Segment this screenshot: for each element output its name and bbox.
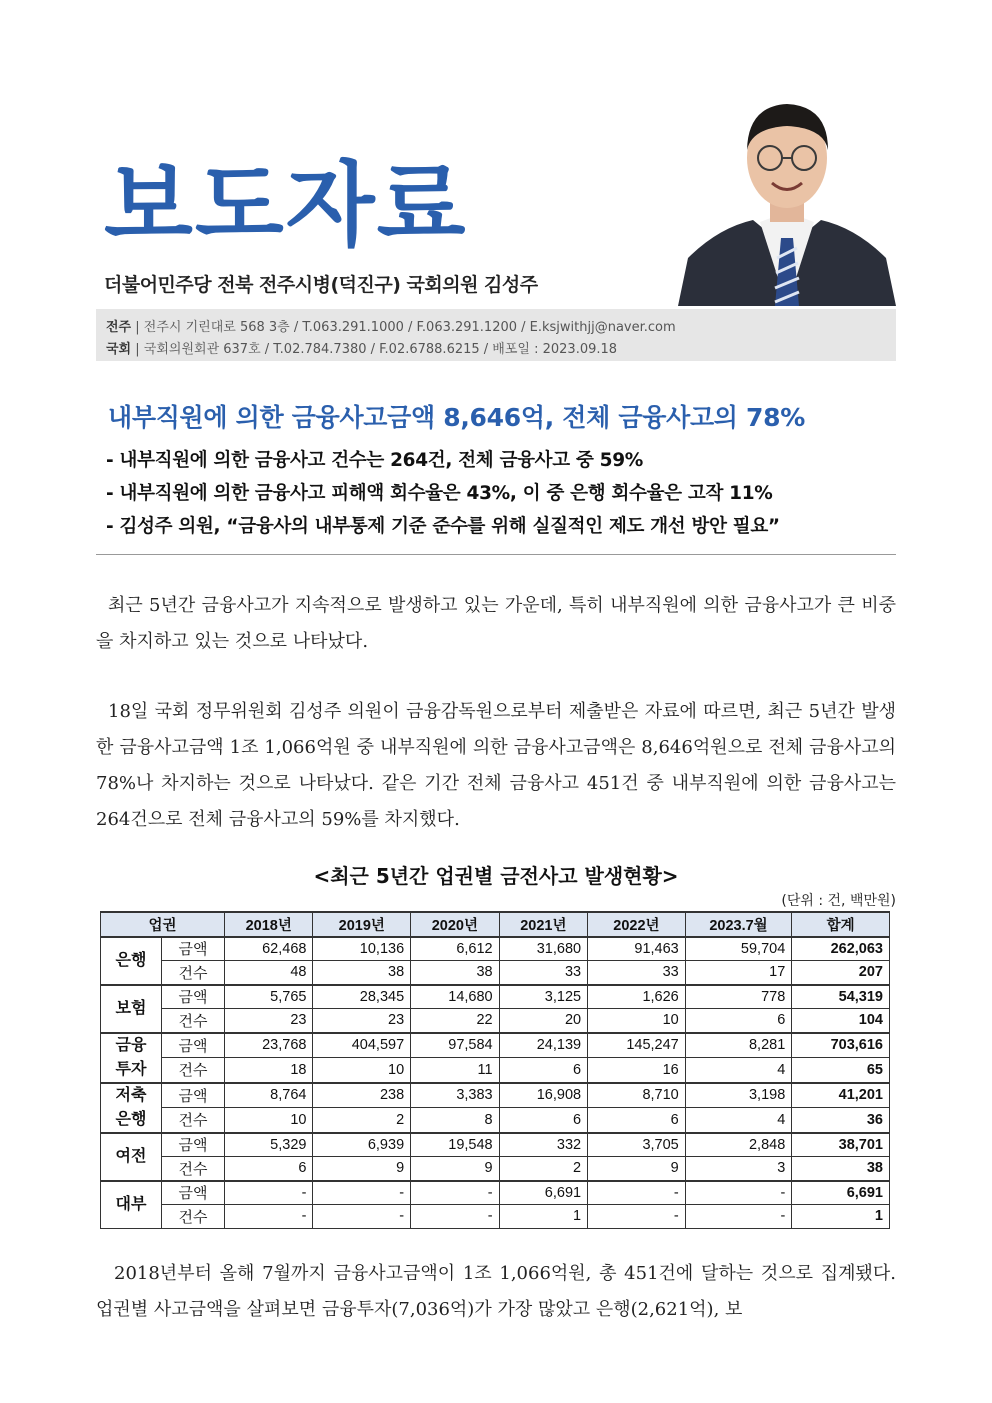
metric-cell: 금액 (162, 1033, 225, 1058)
value-cell: 1 (499, 1205, 587, 1229)
value-cell: 238 (313, 1083, 411, 1108)
value-cell: 18 (225, 1058, 313, 1083)
value-cell: - (313, 1181, 411, 1205)
value-cell: 6 (225, 1157, 313, 1181)
value-cell: 28,345 (313, 985, 411, 1009)
value-cell: 38 (411, 961, 499, 985)
contact-label: 전주 (106, 320, 132, 335)
value-cell: 9 (313, 1157, 411, 1181)
contact-text: 전주시 기린대로 568 3층 / T.063.291.1000 / F.063.291.1200 / E.ksjwithjj@naver.com (143, 320, 676, 335)
value-cell: - (588, 1205, 686, 1229)
value-cell: 9 (588, 1157, 686, 1181)
lawmaker-affiliation: 더불어민주당 전북 전주시병(덕진구) 국회의원 김성주 (104, 274, 538, 296)
value-cell: 6 (499, 1058, 587, 1083)
contact-label: 국회 (106, 342, 132, 357)
value-cell: 6,939 (313, 1133, 411, 1157)
value-cell: 10 (313, 1058, 411, 1083)
column-header: 업권 (101, 912, 225, 937)
value-cell: 10 (225, 1108, 313, 1133)
value-cell: 6,691 (499, 1181, 587, 1205)
table-row (101, 937, 890, 961)
value-cell: 2 (499, 1157, 587, 1181)
value-cell: 24,139 (499, 1033, 587, 1058)
table-row (101, 1058, 890, 1083)
value-cell: 2 (313, 1108, 411, 1133)
total-cell: 36 (792, 1108, 890, 1133)
value-cell: 10 (588, 1009, 686, 1033)
table-row (101, 1157, 890, 1181)
metric-cell: 건수 (162, 1108, 225, 1133)
column-header: 2022년 (588, 912, 686, 937)
sector-cell: 저축 은행 (101, 1083, 162, 1133)
value-cell: 6 (588, 1108, 686, 1133)
value-cell: 38 (313, 961, 411, 985)
body-paragraph: 최근 5년간 금융사고가 지속적으로 발생하고 있는 가운데, 특히 내부직원에 의한 금융사고가 큰 비중을 차지하고 있는 것으로 나타났다. (96, 595, 896, 652)
accident-table (100, 911, 890, 1229)
value-cell: 22 (411, 1009, 499, 1033)
table-body (101, 937, 890, 1229)
column-header: 2019년 (313, 912, 411, 937)
value-cell: 5,765 (225, 985, 313, 1009)
metric-cell: 건수 (162, 961, 225, 985)
total-cell: 38,701 (792, 1133, 890, 1157)
contact-line-assembly: 국회 | 국회의원회관 637호 / T.02.784.7380 / F.02.6788.6215 / 배포일 : 2023.09.18 (106, 342, 618, 357)
sector-cell: 여전 (101, 1133, 162, 1181)
value-cell: 11 (411, 1058, 499, 1083)
contact-info-box (96, 309, 896, 361)
value-cell: 404,597 (313, 1033, 411, 1058)
value-cell: 8 (411, 1108, 499, 1133)
value-cell: 31,680 (499, 937, 587, 961)
summary-bullet: - 김성주 의원, “금융사의 내부통제 기준 준수를 위해 실질적인 제도 개선 방안 필요” (106, 516, 780, 537)
sector-cell: 대부 (101, 1181, 162, 1229)
value-cell: 6,612 (411, 937, 499, 961)
metric-cell: 금액 (162, 985, 225, 1009)
value-cell: 16,908 (499, 1083, 587, 1108)
column-header: 2020년 (411, 912, 499, 937)
value-cell: - (685, 1181, 792, 1205)
value-cell: 23 (225, 1009, 313, 1033)
value-cell: 33 (499, 961, 587, 985)
body-paragraph: 18일 국회 정무위원회 김성주 의원이 금융감독원으로부터 제출받은 자료에 따르면, 최근 5년간 발생한 금융사고금액 1조 1,066억원 중 내부직원에 의한 금융사고금액은 8,646억원으로 전체 금융사고의 78%나 차지하는 것으로 나타났다. 같은 기간 전체 금융사고 451건 중 내부직원에 의한 금융사고는 264건으로 전체 금융사고의 59%를 차지했다. (96, 701, 896, 830)
value-cell: 4 (685, 1108, 792, 1133)
value-cell: 23,768 (225, 1033, 313, 1058)
sector-cell: 보험 (101, 985, 162, 1033)
value-cell: 2,848 (685, 1133, 792, 1157)
table-row (101, 1083, 890, 1108)
value-cell: 145,247 (588, 1033, 686, 1058)
contact-text: 국회의원회관 637호 / T.02.784.7380 / F.02.6788.6215 / 배포일 : 2023.09.18 (143, 342, 618, 357)
summary-bullet: - 내부직원에 의한 금융사고 피해액 회수율은 43%, 이 중 은행 회수율은 고작 11% (106, 483, 773, 504)
value-cell: - (588, 1181, 686, 1205)
value-cell: 10,136 (313, 937, 411, 961)
table-header-row (101, 912, 890, 937)
total-cell: 54,319 (792, 985, 890, 1009)
sector-cell: 은행 (101, 937, 162, 985)
value-cell: 6 (499, 1108, 587, 1133)
metric-cell: 금액 (162, 1181, 225, 1205)
total-cell: 104 (792, 1009, 890, 1033)
column-header: 2023.7월 (685, 912, 792, 937)
value-cell: 16 (588, 1058, 686, 1083)
value-cell: 3,198 (685, 1083, 792, 1108)
divider (96, 554, 896, 555)
value-cell: 62,468 (225, 937, 313, 961)
value-cell: 3,383 (411, 1083, 499, 1108)
total-cell: 6,691 (792, 1181, 890, 1205)
total-cell: 262,063 (792, 937, 890, 961)
value-cell: - (225, 1205, 313, 1229)
summary-bullet: - 내부직원에 의한 금융사고 건수는 264건, 전체 금융사고 중 59% (106, 450, 644, 471)
value-cell: 19,548 (411, 1133, 499, 1157)
value-cell: 97,584 (411, 1033, 499, 1058)
value-cell: 9 (411, 1157, 499, 1181)
value-cell: 8,764 (225, 1083, 313, 1108)
value-cell: 33 (588, 961, 686, 985)
metric-cell: 건수 (162, 1205, 225, 1229)
metric-cell: 금액 (162, 1083, 225, 1108)
table-row (101, 1009, 890, 1033)
value-cell: 91,463 (588, 937, 686, 961)
total-cell: 1 (792, 1205, 890, 1229)
sector-cell: 금융 투자 (101, 1033, 162, 1083)
column-header: 2021년 (499, 912, 587, 937)
table-row (101, 1205, 890, 1229)
value-cell: 8,281 (685, 1033, 792, 1058)
value-cell: 59,704 (685, 937, 792, 961)
total-cell: 65 (792, 1058, 890, 1083)
value-cell: 1,626 (588, 985, 686, 1009)
total-cell: 703,616 (792, 1033, 890, 1058)
total-cell: 207 (792, 961, 890, 985)
table-row (101, 1181, 890, 1205)
table-unit: (단위 : 건, 백만원) (781, 893, 896, 909)
value-cell: - (411, 1205, 499, 1229)
table-row (101, 1133, 890, 1157)
table-row (101, 985, 890, 1009)
headline: 내부직원에 의한 금융사고금액 8,646억, 전체 금융사고의 78% (108, 403, 805, 432)
metric-cell: 금액 (162, 937, 225, 961)
table-row (101, 961, 890, 985)
value-cell: 17 (685, 961, 792, 985)
table-title: <최근 5년간 업권별 금전사고 발생현황> (313, 864, 679, 888)
value-cell: 5,329 (225, 1133, 313, 1157)
table-row (101, 1108, 890, 1133)
metric-cell: 금액 (162, 1133, 225, 1157)
value-cell: 23 (313, 1009, 411, 1033)
value-cell: 8,710 (588, 1083, 686, 1108)
value-cell: 3,705 (588, 1133, 686, 1157)
table-row (101, 1033, 890, 1058)
value-cell: - (685, 1205, 792, 1229)
press-release-title: 보도자료 (104, 152, 468, 259)
metric-cell: 건수 (162, 1157, 225, 1181)
value-cell: - (225, 1181, 313, 1205)
value-cell: 332 (499, 1133, 587, 1157)
value-cell: 3,125 (499, 985, 587, 1009)
value-cell: - (411, 1181, 499, 1205)
contact-line-jeonju: 전주 | 전주시 기린대로 568 3층 / T.063.291.1000 / F.063.291.1200 / E.ksjwithjj@naver.com (106, 320, 676, 335)
metric-cell: 건수 (162, 1058, 225, 1083)
value-cell: 4 (685, 1058, 792, 1083)
value-cell: 20 (499, 1009, 587, 1033)
value-cell: 48 (225, 961, 313, 985)
total-cell: 38 (792, 1157, 890, 1181)
body-paragraph: 2018년부터 올해 7월까지 금융사고금액이 1조 1,066억원, 총 451건에 달하는 것으로 집계됐다. 업권별 사고금액을 살펴보면 금융투자(7,036억)가 가장 많았고 은행(2,621억), 보 (96, 1263, 896, 1320)
column-header: 합계 (792, 912, 890, 937)
lawmaker-portrait (678, 88, 896, 306)
value-cell: 778 (685, 985, 792, 1009)
value-cell: 14,680 (411, 985, 499, 1009)
value-cell: - (313, 1205, 411, 1229)
value-cell: 6 (685, 1009, 792, 1033)
total-cell: 41,201 (792, 1083, 890, 1108)
value-cell: 3 (685, 1157, 792, 1181)
metric-cell: 건수 (162, 1009, 225, 1033)
column-header: 2018년 (225, 912, 313, 937)
